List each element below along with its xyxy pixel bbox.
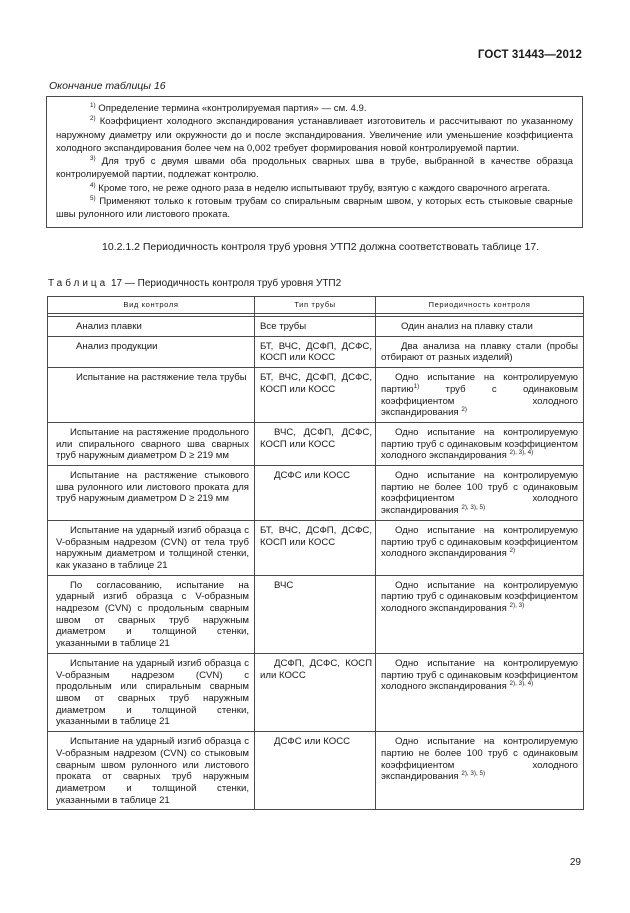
cell-pipe: БТ, ВЧС, ДСФП, ДСФС, КОСП или КОСС xyxy=(255,520,376,575)
table16-footnotes xyxy=(46,96,583,228)
cell-kind: Испытание на ударный изгиб образца с V-образным надрезом (CVN) со стыковым сварным швом рулонного или листового проката от сварных труб наружным диаметром и толщиной стенки, указанными в таблице 21 xyxy=(48,732,255,810)
cell-frequency: Одно испытание на контролируемую партию труб с одинаковым коэффициентом холодного экспандирования $^{2), 3)}$ xyxy=(376,575,584,653)
cell-frequency: Одно испытание на контролируемую партию труб с одинаковым коэффициентом холодного экспандирования $^{2), 3), 4)}$ xyxy=(376,422,584,465)
clause-10-2-1-2: 10.2.1.2 Периодичность контроля труб уровня УТП2 должна соответствовать таблице 17. xyxy=(102,241,540,253)
cell-kind: Анализ плавки xyxy=(48,317,255,337)
cell-kind: Испытание на растяжение продольного или спирального сварного шва сварных труб наружным диаметром D ≥ 219 мм xyxy=(48,422,255,465)
cell-frequency: Одно испытание на контролируемую партию не более 100 труб с одинаковым коэффициентом холодного экспандирования $^{2), 3), 5)}$ xyxy=(376,732,584,810)
table17-caption: Таблица 17 — Периодичность контроля труб уровня УТП2 xyxy=(48,278,342,289)
cell-pipe: ДСФП, ДСФС, КОСП или КОСС xyxy=(255,653,376,731)
page-number: 29 xyxy=(569,857,581,868)
cell-kind: Испытание на растяжение стыкового шва рулонного или листового проката для труб наружным диаметром D ≥ 219 мм xyxy=(48,466,255,521)
footnote-3: $^{3)}$ Для труб с двумя швами оба продольных сварных шва в трубе, выбранной в качестве образца контролируемой партии, подлежат контролю. xyxy=(56,155,573,181)
table-row xyxy=(48,575,584,653)
document-header: ГОСТ 31443—2012 xyxy=(477,49,582,61)
footnote-1: $^{1)}$ Определение термина «контролируемая партия» — см. 4.9. xyxy=(90,102,367,114)
cell-pipe: ДСФС или КОСС xyxy=(255,732,376,810)
table-row xyxy=(48,422,584,465)
cell-frequency: Одно испытание на контролируемую партию труб с одинаковым коэффициентом холодного экспандирования $^{2)}$ xyxy=(376,520,584,575)
table16-end-caption: Окончание таблицы 16 xyxy=(49,80,166,92)
cell-kind: Испытание на растяжение тела трубы xyxy=(48,368,255,423)
cell-frequency: Одно испытание на контролируемую партию труб с одинаковым коэффициентом холодного экспандирования $^{2), 3), 4)}$ xyxy=(376,653,584,731)
cell-pipe: Все трубы xyxy=(255,317,376,337)
cell-pipe: ВЧС xyxy=(255,575,376,653)
cell-pipe: ВЧС, ДСФП, ДСФС, КОСП или КОСС xyxy=(255,422,376,465)
footnote-2: $^{2)}$ Коэффициент холодного экспандирования устанавливает изготовитель и рассчитывают по указанному наружному диаметру или окружности до и после экспандирования. Увеличение или уменьшение коэффициента холодного экспандирования более чем на 0,002 требует формирования новой контролируемой партии. xyxy=(56,115,573,154)
table-row xyxy=(48,368,584,423)
cell-frequency: Два анализа на плавку стали (пробы отбирают от разных изделий) xyxy=(376,336,584,367)
table-row xyxy=(48,317,584,337)
cell-pipe: БТ, ВЧС, ДСФП, ДСФС, КОСП или КОСС xyxy=(255,336,376,367)
cell-kind: Анализ продукции xyxy=(48,336,255,367)
cell-frequency: Один анализ на плавку стали xyxy=(376,317,584,337)
table-row xyxy=(48,653,584,731)
header-kind: Вид контроля xyxy=(48,297,255,314)
header-frequency: Периодичность контроля xyxy=(376,297,584,314)
cell-kind: Испытание на ударный изгиб образца с V-образным надрезом (CVN) от тела труб наружным диаметром и толщиной стенки, как указано в таблице 21 xyxy=(48,520,255,575)
footnote-5: $^{5)}$ Применяют только к готовым трубам со спиральным сварным швом, у которых есть стыковые сварные швы рулонного или листового проката. xyxy=(56,195,573,221)
table-row xyxy=(48,732,584,810)
cell-frequency: Одно испытание на контролируемую партию не более 100 труб с одинаковым коэффициентом холодного экспандирования $^{2), 3), 5)}$ xyxy=(376,466,584,521)
table-row xyxy=(48,520,584,575)
table-row xyxy=(48,466,584,521)
table-header-row xyxy=(48,297,584,314)
cell-pipe: ДСФС или КОСС xyxy=(255,466,376,521)
cell-pipe: БТ, ВЧС, ДСФП, ДСФС, КОСП или КОСС xyxy=(255,368,376,423)
table-row xyxy=(48,336,584,367)
cell-kind: Испытание на ударный изгиб образца с V-образным надрезом (CVN) с продольным или спиральным сварным швом от сварных труб наружным диаметром и толщиной стенки, указанными в таблице 21 xyxy=(48,653,255,731)
table17 xyxy=(47,296,584,810)
cell-kind: По согласованию, испытание на ударный изгиб образца с V-образным надрезом (CVN) с продольным сварным швом от сварных труб наружным диаметром и толщиной стенки, указанными в таблице 21 xyxy=(48,575,255,653)
footnote-4: $^{4)}$ Кроме того, не реже одного раза в неделю испытывают трубу, взятую с каждого сварочного агрегата. xyxy=(90,181,551,194)
cell-frequency: Одно испытание на контролируемую партию$^{1)}$ труб с одинаковым коэффициентом холодного экспандирования $^{2)}$ xyxy=(376,368,584,423)
header-pipe: Тип трубы xyxy=(255,297,376,314)
